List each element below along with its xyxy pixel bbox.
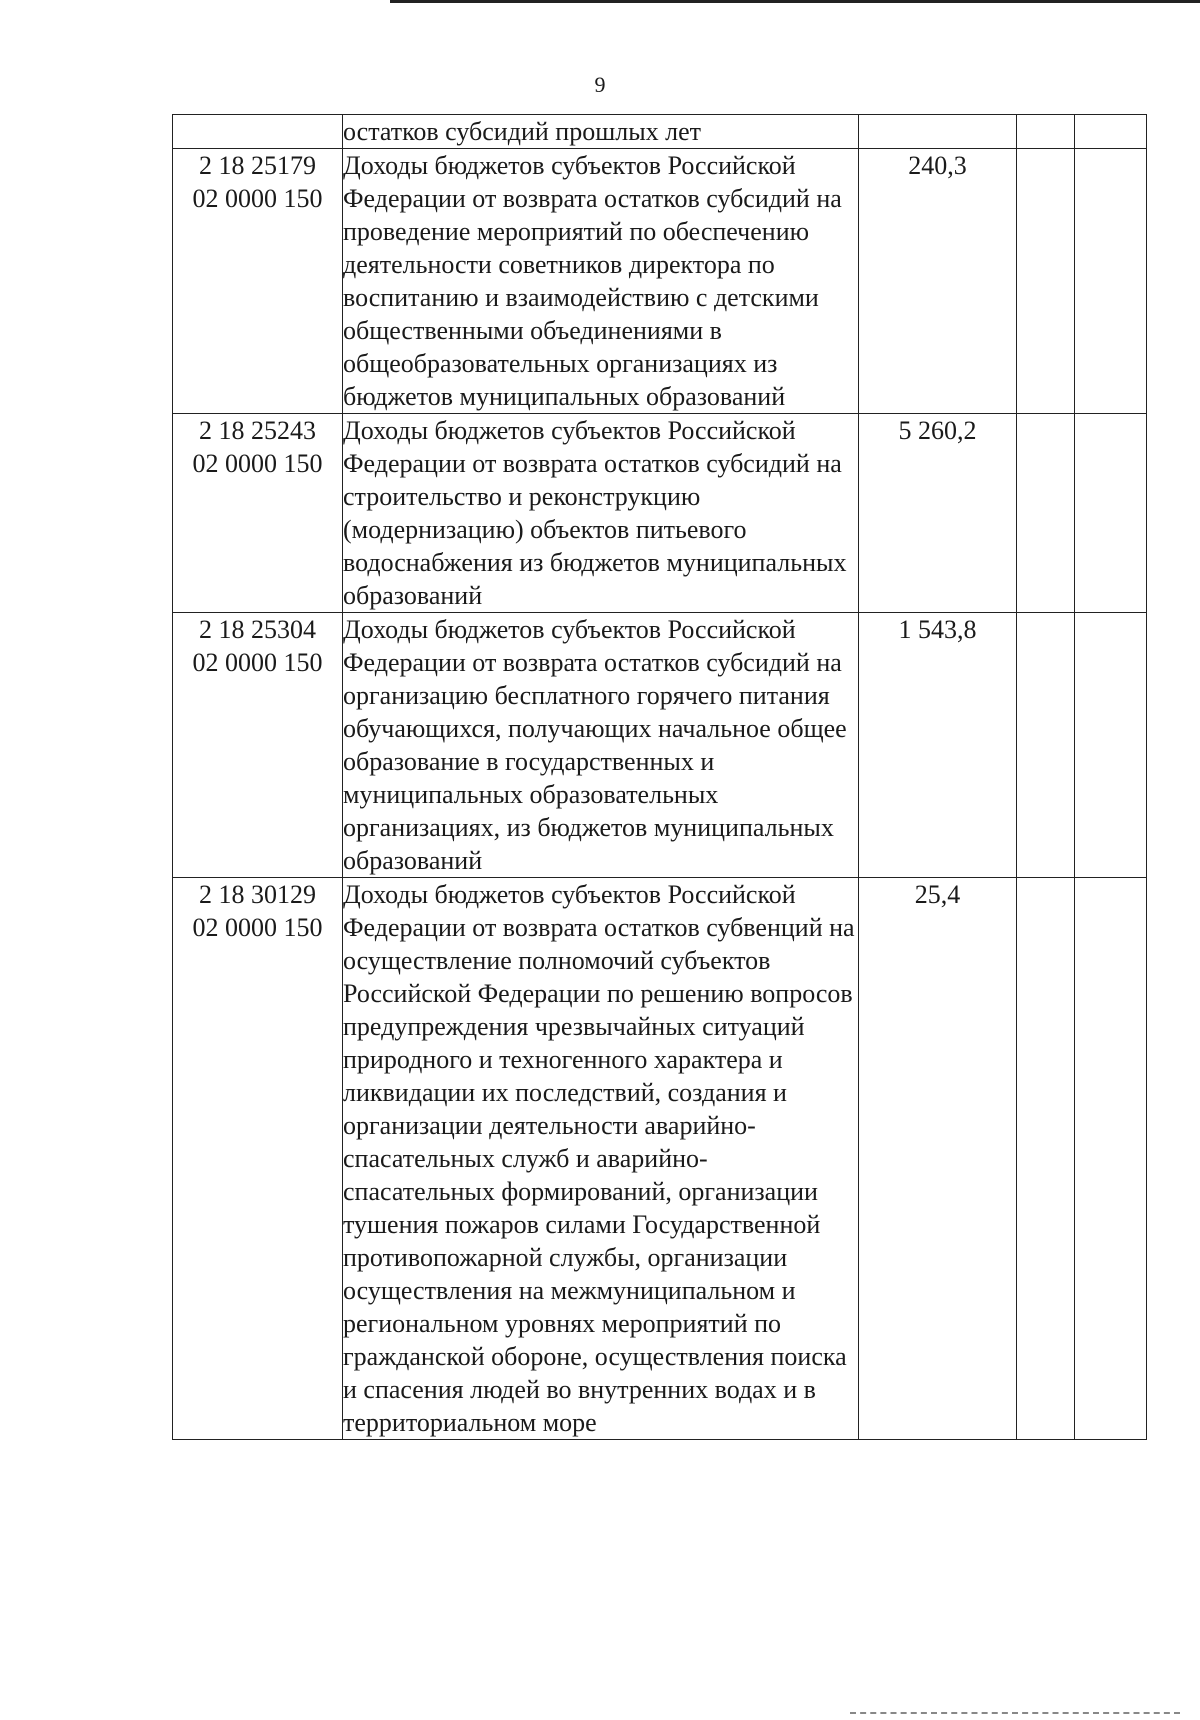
- empty-cell: [1075, 613, 1147, 878]
- top-border-line: [390, 0, 1200, 3]
- empty-cell: [1017, 878, 1075, 1440]
- table-row: [173, 115, 1147, 149]
- code-cell: [173, 414, 343, 613]
- description-cell: Доходы бюджетов субъектов Российской Федерации от возврата остатков субсидий на организацию бесплатного горячего питания обучающихся, получающих начальное общее образование в государственных и муниципальных образовательных организациях, из бюджетов муниципальных образований: [343, 613, 859, 878]
- empty-cell: [1075, 414, 1147, 613]
- code-line: 2 18 30129: [199, 880, 316, 909]
- code-line: 02 0000 150: [192, 913, 323, 942]
- income-table: [172, 114, 1147, 1440]
- amount-cell: 1 543,8: [859, 613, 1017, 878]
- empty-cell: [1075, 878, 1147, 1440]
- table-row: [173, 878, 1147, 1440]
- footer-scan-line: [850, 1712, 1180, 1716]
- code-cell: [173, 115, 343, 149]
- table-row: [173, 149, 1147, 414]
- amount-cell: [859, 115, 1017, 149]
- code-cell: [173, 149, 343, 414]
- amount-cell: 240,3: [859, 149, 1017, 414]
- empty-cell: [1017, 115, 1075, 149]
- empty-cell: [1075, 149, 1147, 414]
- amount-cell: 5 260,2: [859, 414, 1017, 613]
- empty-cell: [1075, 115, 1147, 149]
- page-number: 9: [594, 72, 606, 97]
- description-cell: остатков субсидий прошлых лет: [343, 115, 859, 149]
- code-cell: [173, 878, 343, 1440]
- code-cell: [173, 613, 343, 878]
- empty-cell: [1017, 414, 1075, 613]
- code-line: 02 0000 150: [192, 648, 323, 677]
- description-cell: Доходы бюджетов субъектов Российской Федерации от возврата остатков субвенций на осуществление полномочий субъектов Российской Федерации по решению вопросов предупреждения чрезвычайных ситуаций природного и техногенного характера и ликвидации их последствий, создания и организации деятельности аварийно-спасательных служб и аварийно-спасательных формирований, организации тушения пожаров силами Государственной противопожарной службы, организации осуществления на межмуниципальном и региональном уровнях мероприятий по гражданской обороне, осуществления поиска и спасения людей во внутренних водах и в территориальном море: [343, 878, 859, 1440]
- table-row: [173, 414, 1147, 613]
- empty-cell: [1017, 613, 1075, 878]
- code-line: 2 18 25243: [199, 416, 316, 445]
- code-line: 2 18 25179: [199, 151, 316, 180]
- code-line: 2 18 25304: [199, 615, 316, 644]
- description-cell: Доходы бюджетов субъектов Российской Федерации от возврата остатков субсидий на строительство и реконструкцию (модернизацию) объектов питьевого водоснабжения из бюджетов муниципальных образований: [343, 414, 859, 613]
- code-line: 02 0000 150: [192, 184, 323, 213]
- description-cell: Доходы бюджетов субъектов Российской Федерации от возврата остатков субсидий на проведение мероприятий по обеспечению деятельности советников директора по воспитанию и взаимодействию с детскими общественными объединениями в общеобразовательных организациях из бюджетов муниципальных образований: [343, 149, 859, 414]
- amount-cell: 25,4: [859, 878, 1017, 1440]
- code-line: 02 0000 150: [192, 449, 323, 478]
- table-row: [173, 613, 1147, 878]
- empty-cell: [1017, 149, 1075, 414]
